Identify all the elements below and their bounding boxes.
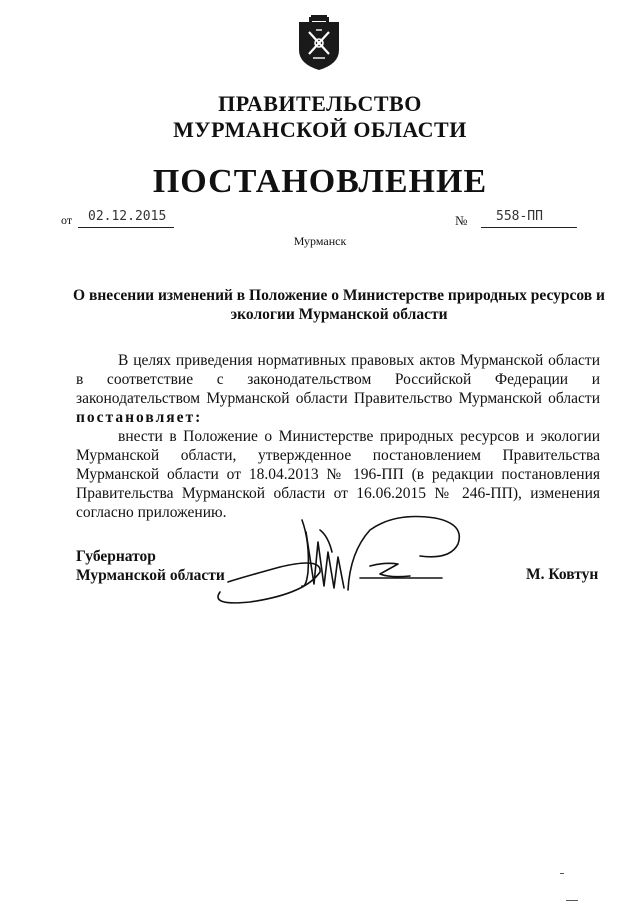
- document-subject: О внесении изменений в Положение о Министерстве природных ресурсов и экологии Мурманской области: [73, 287, 605, 323]
- body-paragraph: внести в Положение о Министерстве природных ресурсов и экологии Мурманской области, утвержденное постановлением Правительства Мурманской области от 18.04.2013 № 196-ПП (в редакции постановления Правительства Мурманской области от 16.06.2015 № 246-ПП), изменения согласно приложению.: [76, 428, 600, 521]
- handwritten-signature: [210, 512, 480, 607]
- date-prefix: от: [61, 213, 73, 227]
- resolution-keyword: постановляет:: [76, 409, 203, 426]
- document-body: [76, 351, 600, 522]
- number-field: [481, 209, 577, 228]
- signatory-title-line: Мурманской области: [76, 567, 225, 584]
- date-field: [78, 209, 174, 228]
- body-paragraph: [76, 351, 600, 427]
- coat-of-arms-icon: [296, 14, 342, 72]
- number-value: 558-ПП: [496, 209, 543, 224]
- city: Мурманск: [293, 234, 347, 248]
- scan-mark: [566, 900, 578, 901]
- government-title: ПРАВИТЕЛЬСТВО: [218, 91, 422, 116]
- region-title: МУРМАНСКОЙ ОБЛАСТИ: [173, 117, 467, 142]
- date-value: 02.12.2015: [88, 209, 167, 224]
- number-prefix: №: [455, 213, 468, 228]
- document-type: ПОСТАНОВЛЕНИЕ: [152, 163, 488, 200]
- signatory-name: М. Ковтун: [526, 566, 599, 583]
- paragraph-text: В целях приведения нормативных правовых актов Мурманской области в соответствие с законодательством Российской Федерации и законодательством Мурманской области Правительство Мурманской области: [76, 352, 600, 407]
- signatory-title-line: Губернатор: [76, 548, 156, 565]
- scan-mark: [560, 873, 564, 874]
- signatory-title: [76, 547, 225, 585]
